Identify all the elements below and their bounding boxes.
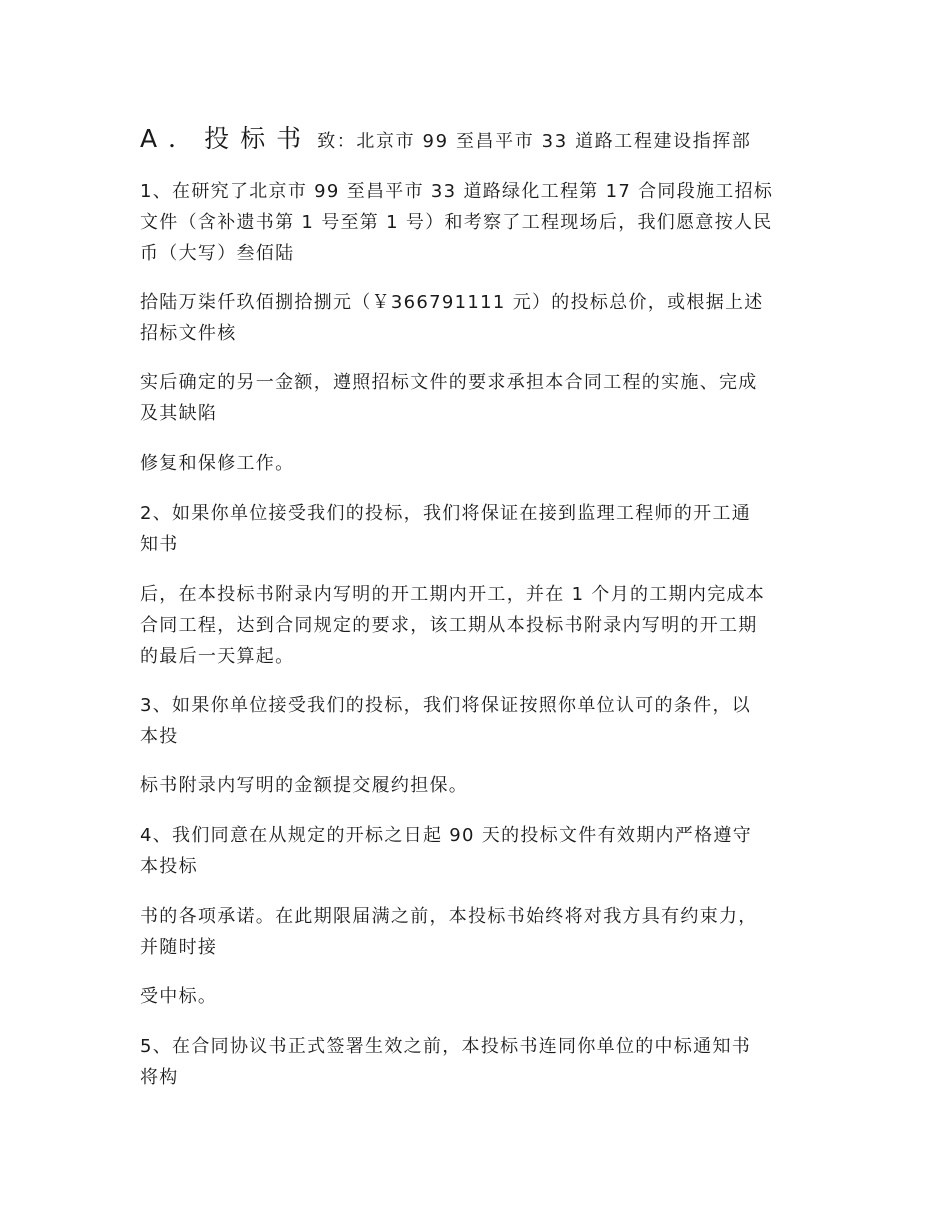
paragraph-line: 招标文件核 bbox=[140, 323, 237, 344]
paragraph-line: 币（大写）叁佰陆 bbox=[140, 243, 295, 264]
paragraph-line: 标书附录内写明的金额提交履约担保。 bbox=[140, 775, 469, 796]
paragraph-line: 后，在本投标书附录内写明的开工期内开工，并在 1 个月的工期内完成本 bbox=[140, 584, 766, 605]
paragraph-line: 5、在合同协议书正式签署生效之前，本投标书连同你单位的中标通知书 bbox=[140, 1036, 752, 1057]
paragraph-line: 知书 bbox=[140, 534, 179, 555]
paragraph-6 bbox=[140, 579, 820, 672]
paragraph-line: 书的各项承诺。在此期限届满之前，本投标书始终将对我方具有约束力， bbox=[140, 906, 758, 927]
paragraph-line: 受中标。 bbox=[140, 986, 218, 1007]
paragraph-5 bbox=[140, 498, 820, 560]
paragraph-9 bbox=[140, 820, 820, 882]
paragraph-line: 文件（含补遗书第 1 号至第 1 号）和考察了工程现场后，我们愿意按人民 bbox=[140, 212, 773, 233]
paragraph-line: 本投标 bbox=[140, 856, 198, 877]
paragraph-8 bbox=[140, 770, 820, 801]
paragraph-line: 3、如果你单位接受我们的投标，我们将保证按照你单位认可的条件，以 bbox=[140, 695, 752, 716]
paragraph-1 bbox=[140, 176, 820, 269]
paragraph-line: 2、如果你单位接受我们的投标，我们将保证在接到监理工程师的开工通 bbox=[140, 503, 752, 524]
document-title: A．投标书 bbox=[140, 124, 313, 153]
paragraph-12 bbox=[140, 1031, 820, 1093]
paragraph-line: 本投 bbox=[140, 726, 179, 747]
document-heading bbox=[140, 122, 840, 159]
paragraph-line: 拾陆万柒仟玖佰捌拾捌元（￥366791111 元）的投标总价，或根据上述 bbox=[140, 292, 764, 313]
paragraph-line: 并随时接 bbox=[140, 937, 218, 958]
paragraph-line: 实后确定的另一金额，遵照招标文件的要求承担本合同工程的实施、完成 bbox=[140, 372, 758, 393]
paragraph-line: 修复和保修工作。 bbox=[140, 453, 295, 474]
paragraph-7 bbox=[140, 690, 820, 752]
paragraph-line: 4、我们同意在从规定的开标之日起 90 天的投标文件有效期内严格遵守 bbox=[140, 825, 752, 846]
paragraph-2 bbox=[140, 287, 820, 349]
paragraph-line: 将构 bbox=[140, 1067, 179, 1088]
paragraph-11 bbox=[140, 981, 820, 1012]
document-addressee: 致：北京市 99 至昌平市 33 道路工程建设指挥部 bbox=[317, 131, 752, 152]
paragraph-line: 及其缺陷 bbox=[140, 403, 218, 424]
paragraph-line: 1、在研究了北京市 99 至昌平市 33 道路绿化工程第 17 合同段施工招标 bbox=[140, 181, 774, 202]
paragraph-3 bbox=[140, 367, 820, 429]
paragraph-4 bbox=[140, 448, 820, 479]
paragraph-10 bbox=[140, 901, 820, 963]
paragraph-line: 合同工程，达到合同规定的要求，该工期从本投标书附录内写明的开工期 bbox=[140, 615, 758, 636]
paragraph-line: 的最后一天算起。 bbox=[140, 646, 295, 667]
